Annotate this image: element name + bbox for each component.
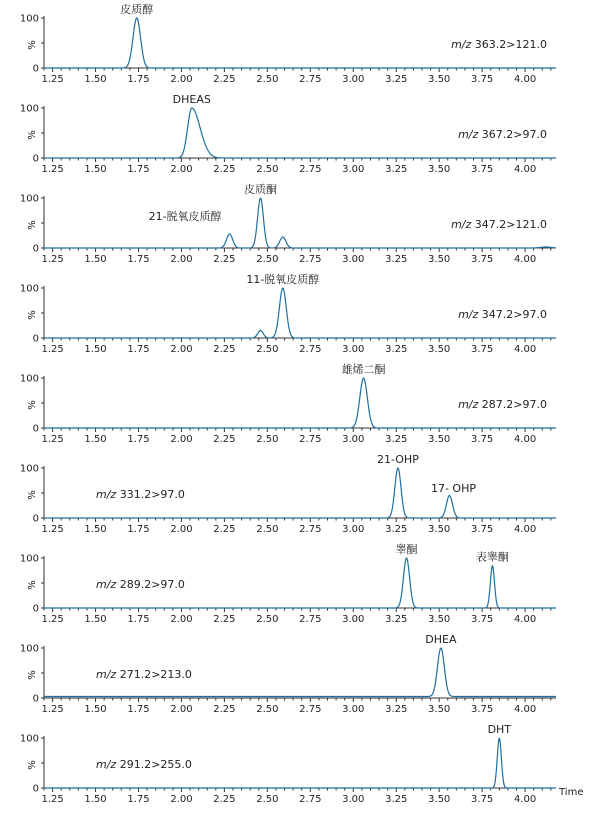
x-tick-label: 1.50 — [84, 344, 107, 355]
x-tick-label: 3.75 — [470, 794, 494, 805]
x-tick-label: 3.25 — [385, 254, 408, 265]
x-tick-label: 2.75 — [299, 164, 322, 175]
y-tick-label: 0 — [32, 693, 39, 705]
x-tick-label: 2.50 — [256, 434, 279, 445]
peak-label: 皮质醇 — [120, 3, 154, 16]
x-tick-label: 1.50 — [84, 254, 107, 265]
x-tick-label: 2.50 — [256, 164, 279, 175]
x-tick-label: 3.50 — [428, 434, 451, 445]
x-tick-label: 2.00 — [170, 614, 193, 625]
x-tick-label: 1.25 — [41, 344, 64, 355]
x-tick-label: 1.75 — [127, 794, 150, 805]
x-tick-label: 2.75 — [299, 344, 322, 355]
x-tick-label: 1.50 — [84, 614, 107, 625]
y-tick-label: 100 — [19, 553, 39, 565]
y-unit-label: % — [27, 40, 38, 50]
x-tick-label: 2.00 — [170, 164, 193, 175]
x-tick-label: 4.00 — [513, 704, 537, 715]
x-tick-label: 3.75 — [470, 434, 494, 445]
y-unit-label: % — [27, 220, 38, 230]
peak-label: 睾酮 — [395, 543, 418, 556]
x-tick-label: 3.25 — [385, 434, 408, 445]
x-tick-label: 3.75 — [470, 74, 494, 85]
x-tick-label: 3.00 — [342, 704, 365, 715]
x-tick-label: 2.25 — [213, 794, 236, 805]
y-unit-label: % — [27, 490, 38, 500]
mz-transition-label: m/z 291.2>255.0 — [96, 758, 192, 771]
x-tick-label: 1.75 — [127, 704, 150, 715]
y-tick-label: 100 — [19, 733, 39, 745]
x-tick-label: 1.75 — [127, 524, 150, 535]
mz-transition-label: m/z 287.2>97.0 — [458, 398, 547, 411]
x-tick-label: 3.00 — [342, 434, 365, 445]
y-unit-label: % — [27, 400, 38, 410]
x-tick-label: 2.50 — [256, 614, 279, 625]
peak-label: DHT — [487, 723, 512, 736]
x-tick-label: 3.75 — [470, 344, 494, 355]
x-tick-label: 3.50 — [428, 164, 451, 175]
x-tick-label: 4.00 — [513, 614, 537, 625]
mz-transition-label: m/z 367.2>97.0 — [458, 128, 547, 141]
x-tick-label: 2.25 — [213, 704, 236, 715]
x-tick-label: 1.75 — [127, 614, 150, 625]
x-tick-label: 4.00 — [513, 344, 537, 355]
peak-label: 21-OHP — [377, 453, 419, 466]
x-tick-label: 2.00 — [170, 74, 193, 85]
x-tick-label: 4.00 — [513, 254, 537, 265]
x-tick-label: 3.25 — [385, 704, 408, 715]
x-tick-label: 2.75 — [299, 434, 322, 445]
x-tick-label: 3.50 — [428, 524, 451, 535]
peak-label: 17- OHP — [430, 482, 476, 495]
x-tick-label: 3.00 — [342, 614, 365, 625]
x-tick-label: 3.25 — [385, 794, 408, 805]
x-tick-label: 4.00 — [513, 524, 537, 535]
x-tick-label: 3.00 — [342, 74, 365, 85]
y-tick-label: 100 — [19, 193, 39, 205]
x-tick-label: 2.25 — [213, 434, 236, 445]
x-tick-label: 2.50 — [256, 704, 279, 715]
x-tick-label: 1.25 — [41, 704, 64, 715]
x-tick-label: 2.50 — [256, 794, 279, 805]
peak-label: 表睾酮 — [475, 550, 509, 564]
y-tick-label: 100 — [19, 643, 39, 655]
peak-label: 11-脱氧皮质醇 — [246, 273, 320, 286]
y-tick-label: 0 — [32, 783, 39, 795]
x-tick-label: 3.75 — [470, 614, 494, 625]
x-tick-label: 1.75 — [127, 434, 150, 445]
x-tick-label: 4.00 — [513, 74, 537, 85]
x-tick-label: 2.50 — [256, 74, 279, 85]
y-tick-label: 0 — [32, 63, 39, 75]
peak-label: 21-脱氧皮质醇 — [148, 210, 222, 223]
x-tick-label: 4.00 — [513, 164, 537, 175]
x-tick-label: 2.25 — [213, 524, 236, 535]
x-tick-label: 2.00 — [170, 704, 193, 715]
x-tick-label: 1.50 — [84, 164, 107, 175]
x-tick-label: 3.00 — [342, 524, 365, 535]
x-tick-label: 2.25 — [213, 344, 236, 355]
x-tick-label: 3.25 — [385, 524, 408, 535]
x-tick-label: 3.50 — [428, 704, 451, 715]
x-tick-label: 3.00 — [342, 344, 365, 355]
x-tick-label: 1.25 — [41, 614, 64, 625]
x-tick-label: 2.75 — [299, 794, 322, 805]
x-tick-label: 3.50 — [428, 794, 451, 805]
x-tick-label: 2.25 — [213, 164, 236, 175]
mz-transition-label: m/z 347.2>97.0 — [458, 308, 547, 321]
x-tick-label: 2.00 — [170, 524, 193, 535]
mz-transition-label: m/z 271.2>213.0 — [96, 668, 192, 681]
x-tick-label: 1.25 — [41, 254, 64, 265]
x-tick-label: 2.00 — [170, 434, 193, 445]
x-tick-label: 2.50 — [256, 254, 279, 265]
x-tick-label: 1.75 — [127, 164, 150, 175]
x-tick-label: 4.00 — [513, 434, 537, 445]
x-tick-label: 1.50 — [84, 524, 107, 535]
x-tick-label: 4.00 — [513, 794, 537, 805]
x-tick-label: 3.00 — [342, 794, 365, 805]
y-tick-label: 0 — [32, 603, 39, 615]
y-tick-label: 0 — [32, 513, 39, 525]
x-tick-label: 1.75 — [127, 254, 150, 265]
x-tick-label: 3.75 — [470, 524, 494, 535]
x-tick-label: 3.00 — [342, 164, 365, 175]
x-tick-label: 3.25 — [385, 164, 408, 175]
mz-transition-label: m/z 363.2>121.0 — [451, 38, 547, 51]
y-unit-label: % — [27, 670, 38, 680]
y-tick-label: 0 — [32, 153, 39, 165]
peak-label: DHEAS — [172, 93, 211, 106]
x-tick-label: 1.25 — [41, 524, 64, 535]
y-unit-label: % — [27, 130, 38, 140]
x-tick-label: 1.25 — [41, 794, 64, 805]
x-tick-label: 2.75 — [299, 524, 322, 535]
x-tick-label: 3.25 — [385, 344, 408, 355]
x-axis-title: Time — [559, 787, 584, 798]
y-tick-label: 100 — [19, 373, 39, 385]
x-tick-label: 2.00 — [170, 794, 193, 805]
y-tick-label: 100 — [19, 103, 39, 115]
x-tick-label: 2.00 — [170, 254, 193, 265]
x-tick-label: 2.25 — [213, 74, 236, 85]
x-tick-label: 3.75 — [470, 704, 494, 715]
x-tick-label: 2.75 — [299, 704, 322, 715]
y-tick-label: 0 — [32, 423, 39, 435]
x-tick-label: 1.50 — [84, 434, 107, 445]
x-tick-label: 2.50 — [256, 524, 279, 535]
y-tick-label: 100 — [19, 283, 39, 295]
x-tick-label: 3.50 — [428, 74, 451, 85]
y-tick-label: 0 — [32, 333, 39, 345]
x-tick-label: 3.75 — [470, 254, 494, 265]
x-tick-label: 1.25 — [41, 74, 64, 85]
x-tick-label: 1.75 — [127, 74, 150, 85]
x-tick-label: 3.25 — [385, 614, 408, 625]
y-unit-label: % — [27, 580, 38, 590]
peak-label: 雄烯二酮 — [341, 363, 386, 376]
y-unit-label: % — [27, 310, 38, 320]
x-tick-label: 3.00 — [342, 254, 365, 265]
mz-transition-label: m/z 331.2>97.0 — [96, 488, 185, 501]
x-tick-label: 3.50 — [428, 614, 451, 625]
y-tick-label: 0 — [32, 243, 39, 255]
x-tick-label: 2.75 — [299, 74, 322, 85]
mz-transition-label: m/z 347.2>121.0 — [451, 218, 547, 231]
x-tick-label: 2.00 — [170, 344, 193, 355]
y-unit-label: % — [27, 760, 38, 770]
x-tick-label: 1.50 — [84, 704, 107, 715]
x-tick-label: 1.25 — [41, 164, 64, 175]
x-tick-label: 2.75 — [299, 614, 322, 625]
x-tick-label: 3.25 — [385, 74, 408, 85]
x-tick-label: 1.25 — [41, 434, 64, 445]
x-tick-label: 3.50 — [428, 344, 451, 355]
peak-label: DHEA — [425, 633, 457, 646]
peak-label: 皮质酮 — [243, 183, 277, 196]
x-tick-label: 1.50 — [84, 74, 107, 85]
x-tick-label: 1.75 — [127, 344, 150, 355]
y-tick-label: 100 — [19, 463, 39, 475]
y-tick-label: 100 — [19, 13, 39, 25]
x-tick-label: 2.25 — [213, 614, 236, 625]
x-tick-label: 3.75 — [470, 164, 494, 175]
x-tick-label: 3.50 — [428, 254, 451, 265]
x-tick-label: 2.25 — [213, 254, 236, 265]
x-tick-label: 1.50 — [84, 794, 107, 805]
x-tick-label: 2.75 — [299, 254, 322, 265]
x-tick-label: 2.50 — [256, 344, 279, 355]
mz-transition-label: m/z 289.2>97.0 — [96, 578, 185, 591]
